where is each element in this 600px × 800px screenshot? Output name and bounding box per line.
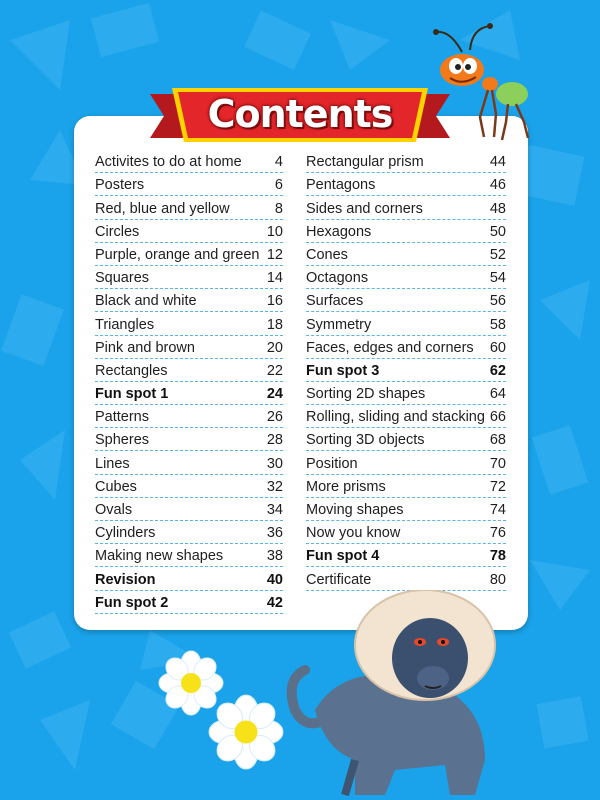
page-title: Contents xyxy=(207,92,393,136)
toc-entry-label: Purple, orange and green xyxy=(95,246,260,263)
toc-entry-label: Cones xyxy=(306,246,348,263)
toc-entry-page: 46 xyxy=(489,177,506,194)
toc-entry-label: Fun spot 3 xyxy=(306,362,380,379)
toc-entry xyxy=(95,544,283,567)
toc-entry-label: Pink and brown xyxy=(95,339,195,356)
toc-entry-page: 14 xyxy=(266,270,283,287)
toc-entry xyxy=(306,475,506,498)
toc-entry-page: 38 xyxy=(266,548,283,565)
toc-entry xyxy=(306,382,506,405)
toc-entry-label: Cylinders xyxy=(95,525,156,542)
toc-entry-label: Spheres xyxy=(95,432,150,449)
toc-entry xyxy=(306,336,506,359)
toc-entry xyxy=(306,173,506,196)
toc-entry-label: Posters xyxy=(95,177,145,194)
toc-entry-label: Hexagons xyxy=(306,223,372,240)
toc-entry-page: 32 xyxy=(266,478,283,495)
toc-entry-page: 78 xyxy=(489,548,506,565)
toc-entry xyxy=(95,336,283,359)
toc-entry-label: Fun spot 2 xyxy=(95,594,169,611)
toc-entry-page: 40 xyxy=(266,571,283,588)
toc-entry-label: Sides and corners xyxy=(306,200,423,217)
toc-column-right xyxy=(306,150,506,591)
toc-entry xyxy=(306,567,506,590)
toc-entry-page: 8 xyxy=(274,200,283,217)
toc-entry-label: Black and white xyxy=(95,293,197,310)
toc-entry-label: Certificate xyxy=(306,571,372,588)
toc-entry xyxy=(306,289,506,312)
toc-entry-label: Rolling, sliding and stacking xyxy=(306,409,485,426)
toc-entry-page: 30 xyxy=(266,455,283,472)
toc-entry-label: Rectangular prism xyxy=(306,154,424,171)
toc-entry xyxy=(95,289,283,312)
toc-entry xyxy=(95,521,283,544)
toc-entry-label: Patterns xyxy=(95,409,149,426)
toc-entry xyxy=(95,382,283,405)
toc-entry-page: 34 xyxy=(266,502,283,518)
toc-entry-label: Position xyxy=(306,455,358,472)
toc-entry-page: 70 xyxy=(489,455,506,472)
toc-entry xyxy=(95,428,283,451)
toc-entry-page: 54 xyxy=(489,270,506,287)
toc-entry-label: Making new shapes xyxy=(95,548,224,565)
toc-entry-page: 72 xyxy=(489,478,506,495)
toc-entry-label: Red, blue and yellow xyxy=(95,200,230,217)
toc-entry xyxy=(95,243,283,266)
toc-entry-label: Ovals xyxy=(95,502,133,518)
toc-entry-page: 18 xyxy=(266,316,283,333)
toc-entry xyxy=(95,475,283,498)
toc-entry-label: Fun spot 4 xyxy=(306,548,380,565)
toc-entry xyxy=(306,451,506,474)
toc-entry xyxy=(306,521,506,544)
toc-entry xyxy=(95,220,283,243)
toc-entry xyxy=(95,173,283,196)
toc-entry xyxy=(306,220,506,243)
toc-entry-page: 6 xyxy=(274,177,283,194)
toc-entry xyxy=(306,428,506,451)
toc-entry-page: 58 xyxy=(489,316,506,333)
toc-entry-label: Pentagons xyxy=(306,177,376,194)
toc-entry xyxy=(95,567,283,590)
toc-entry xyxy=(95,359,283,382)
toc-entry-page: 24 xyxy=(266,386,283,403)
toc-entry xyxy=(306,312,506,335)
toc-entry-label: Lines xyxy=(95,455,130,472)
toc-entry xyxy=(306,405,506,428)
toc-entry-page: 16 xyxy=(266,293,283,310)
toc-entry-page: 22 xyxy=(266,362,283,379)
toc-entry-label: Revision xyxy=(95,571,156,588)
toc-entry xyxy=(95,150,283,173)
toc-entry-page: 42 xyxy=(266,594,283,611)
toc-entry xyxy=(95,405,283,428)
toc-entry-page: 10 xyxy=(266,223,283,240)
toc-entry-page: 66 xyxy=(489,409,506,426)
toc-entry-page: 56 xyxy=(489,293,506,310)
toc-entry xyxy=(306,196,506,219)
toc-entry-label: Cubes xyxy=(95,478,137,495)
toc-entry-page: 28 xyxy=(266,432,283,449)
toc-entry-page: 68 xyxy=(489,432,506,449)
toc-entry-label: Fun spot 1 xyxy=(95,386,169,403)
toc-entry-page: 64 xyxy=(489,386,506,403)
toc-entry xyxy=(95,498,283,521)
toc-entry-label: Activites to do at home xyxy=(95,154,242,171)
toc-entry-label: Moving shapes xyxy=(306,502,404,518)
toc-entry-label: Octagons xyxy=(306,270,369,287)
toc-entry-page: 62 xyxy=(489,362,506,379)
toc-entry-label: Surfaces xyxy=(306,293,364,310)
toc-entry-page: 36 xyxy=(266,525,283,542)
toc-entry xyxy=(306,243,506,266)
toc-entry-page: 12 xyxy=(266,246,283,263)
toc-entry-page: 80 xyxy=(489,571,506,588)
toc-entry xyxy=(95,266,283,289)
toc-entry-label: Sorting 3D objects xyxy=(306,432,425,449)
toc-entry-label: More prisms xyxy=(306,478,386,495)
toc-entry-label: Squares xyxy=(95,270,150,287)
toc-entry xyxy=(306,544,506,567)
ant-icon xyxy=(432,22,532,142)
toc-entry-label: Faces, edges and corners xyxy=(306,339,474,356)
toc-entry-page: 50 xyxy=(489,223,506,240)
toc-entry xyxy=(95,451,283,474)
toc-entry-page: 26 xyxy=(266,409,283,426)
toc-entry-page: 48 xyxy=(489,200,506,217)
toc-entry-label: Sorting 2D shapes xyxy=(306,386,426,403)
toc-entry-page: 20 xyxy=(266,339,283,356)
toc-entry-page: 52 xyxy=(489,246,506,263)
toc-entry-label: Now you know xyxy=(306,525,401,542)
toc-entry xyxy=(95,196,283,219)
flower-icon xyxy=(208,694,284,770)
toc-entry xyxy=(306,498,506,521)
toc-entry-page: 4 xyxy=(274,154,283,171)
monkey-icon xyxy=(285,590,540,800)
toc-entry-page: 44 xyxy=(489,154,506,171)
toc-entry-label: Circles xyxy=(95,223,140,240)
toc-entry-label: Rectangles xyxy=(95,362,168,379)
toc-column-left xyxy=(95,150,283,614)
toc-entry xyxy=(306,150,506,173)
toc-entry-label: Symmetry xyxy=(306,316,372,333)
toc-entry-page: 74 xyxy=(489,502,506,518)
toc-entry-label: Triangles xyxy=(95,316,155,333)
toc-entry-page: 60 xyxy=(489,339,506,356)
toc-entry xyxy=(306,359,506,382)
toc-entry xyxy=(306,266,506,289)
toc-entry-page: 76 xyxy=(489,525,506,542)
toc-entry xyxy=(95,591,283,614)
toc-entry xyxy=(95,312,283,335)
